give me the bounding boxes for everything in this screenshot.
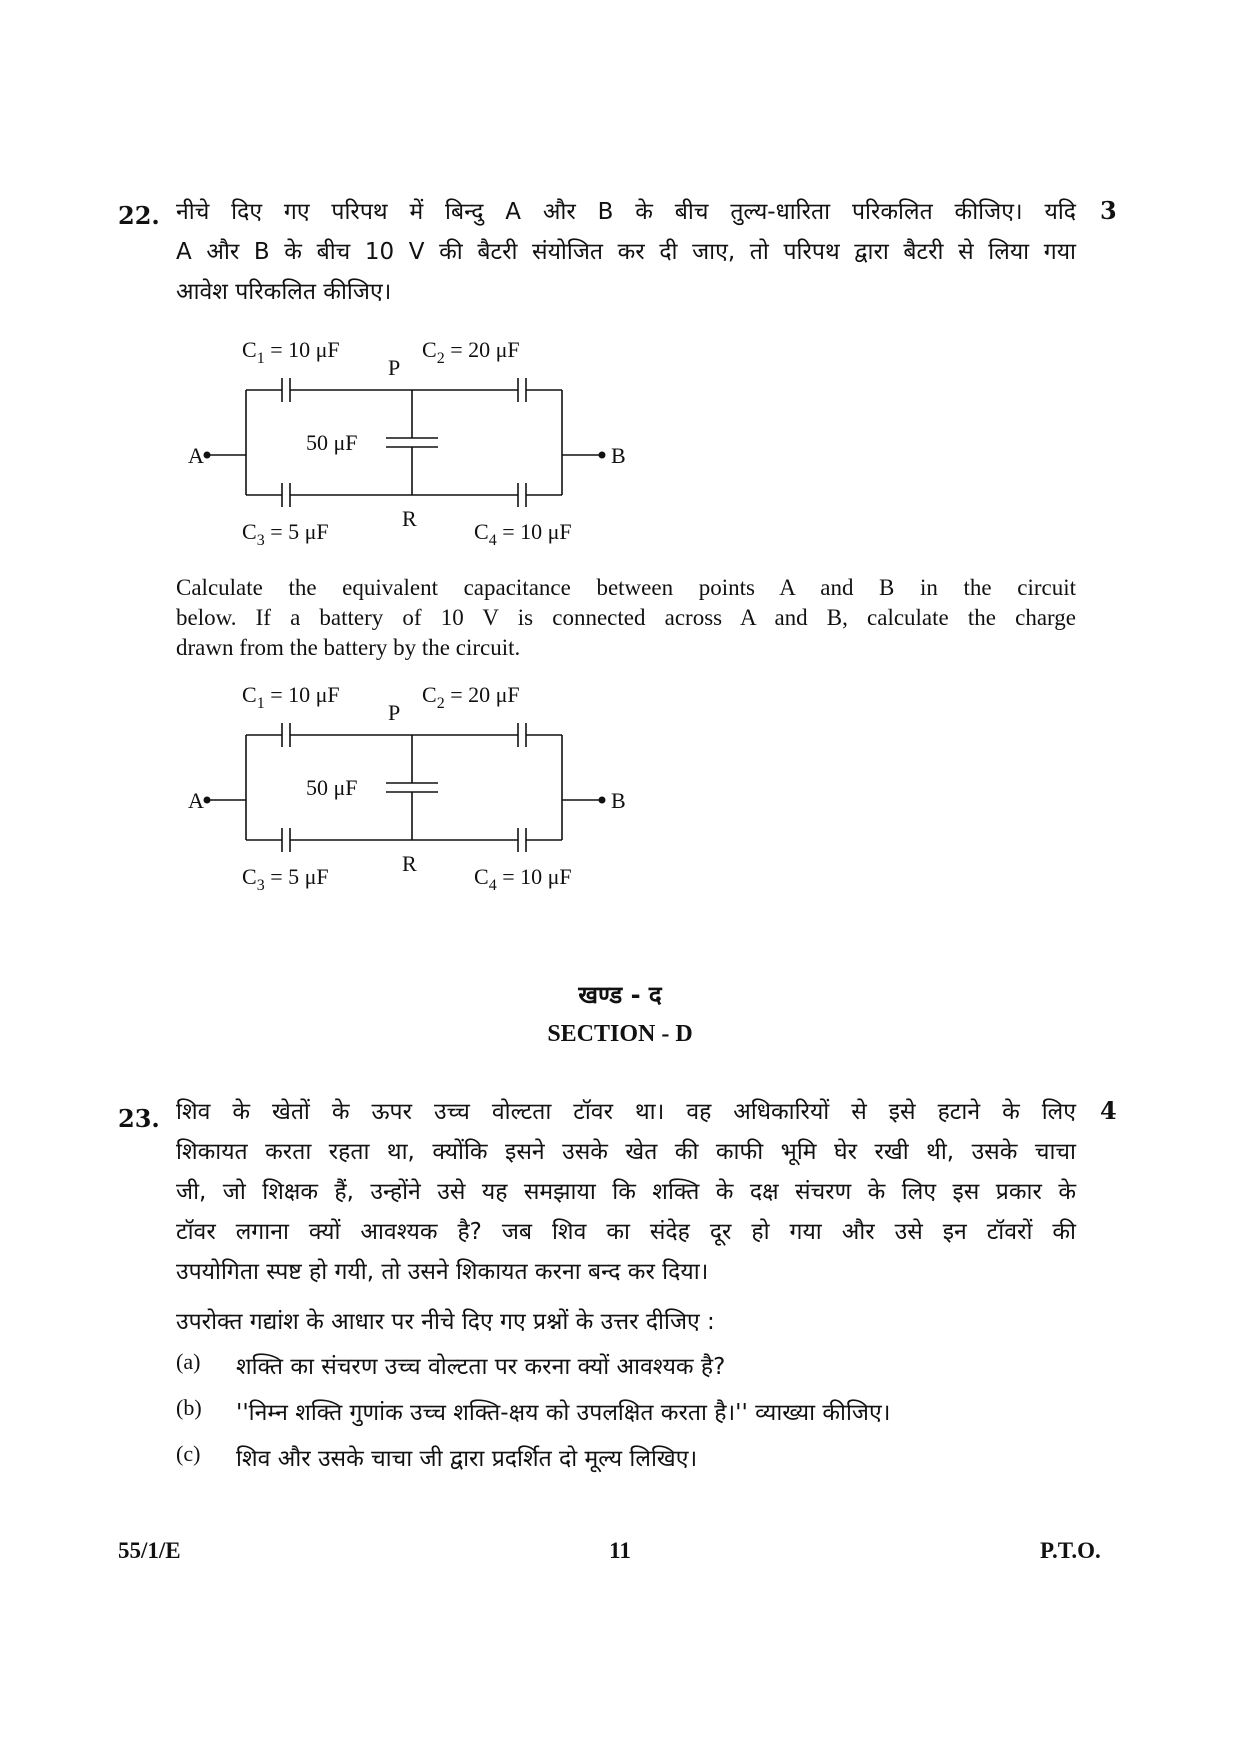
question-number-23: 23. — [118, 1104, 160, 1133]
question-22-english-line-2: below. If a battery of 10 V is connected across A and B, calculate the charge — [176, 605, 1076, 630]
question-23-line-2: शिकायत करता रहता था, क्योंकि इसने उसके खेत की काफी भूमि घेर रखी थी, उसके चाचा — [176, 1139, 1076, 1165]
question-23-instruction: उपरोक्त गद्यांश के आधार पर नीचे दिए गए प्रश्नों के उत्तर दीजिए : — [176, 1309, 715, 1335]
sub-question-text: ''निम्न शक्ति गुणांक उच्च शक्ति-क्षय को उपलक्षित करता है।'' व्याख्या कीजिए। — [236, 1400, 891, 1426]
circuit-diagram-hindi — [160, 330, 680, 555]
terminal-b-dot — [599, 452, 606, 459]
question-number-22: 22. — [118, 201, 160, 230]
section-heading-hindi: खण्ड - द — [578, 981, 662, 1009]
circuit-diagram-english — [160, 675, 680, 900]
sub-question-text: शिव और उसके चाचा जी द्वारा प्रदर्शित दो मूल्य लिखिए। — [236, 1446, 698, 1472]
label-node-a: A — [188, 443, 204, 468]
label-node-a: A — [188, 788, 204, 813]
label-c2: $C_2 = 20$ μF — [422, 682, 520, 712]
question-22-english-line-3: drawn from the battery by the circuit. — [176, 635, 521, 660]
question-22-hindi-line-3: आवेश परिकलित कीजिए। — [176, 279, 392, 305]
paper-code: 55/1/E — [118, 1538, 181, 1563]
section-heading-english: SECTION - D — [547, 1021, 693, 1047]
sub-question-text: शक्ति का संचरण उच्च वोल्टता पर करना क्यों आवश्यक है? — [236, 1354, 726, 1380]
question-23-passage — [176, 1092, 1076, 1292]
label-middle-capacitor: 50 μF — [306, 430, 358, 455]
question-22-english-line-1: Calculate the equivalent capacitance between points A and B in the circuit — [176, 575, 1076, 600]
label-c1: $C_1 = 10$ μF — [242, 682, 340, 712]
question-marks-23: 4 — [1100, 1096, 1117, 1125]
label-node-b: B — [611, 788, 626, 813]
label-node-p: P — [388, 355, 401, 380]
question-22-english — [176, 573, 1076, 663]
sub-question-a — [176, 1349, 1096, 1395]
label-node-r: R — [402, 506, 417, 531]
label-node-b: B — [611, 443, 626, 468]
sub-question-label: (a) — [176, 1349, 201, 1374]
question-22-hindi-line-1: नीचे दिए गए परिपथ में बिन्दु A और B के बीच तुल्य-धारिता परिकलित कीजिए। यदि — [176, 199, 1076, 225]
label-node-p: P — [388, 700, 401, 725]
sub-question-label: (c) — [176, 1441, 201, 1466]
label-c1: $C_1 = 10$ μF — [242, 337, 340, 367]
question-23-parts — [176, 1349, 1096, 1487]
label-c4: $C_4 = 10$ μF — [474, 519, 572, 549]
sub-question-label: (b) — [176, 1395, 202, 1420]
question-marks-22: 3 — [1100, 196, 1117, 225]
question-22-hindi-line-2: A और B के बीच 10 V की बैटरी संयोजित कर दी जाए, तो परिपथ द्वारा बैटरी से लिया गया — [176, 239, 1076, 265]
label-c2: $C_2 = 20$ μF — [422, 337, 520, 367]
please-turn-over: P.T.O. — [1040, 1538, 1101, 1563]
label-node-r: R — [402, 851, 417, 876]
sub-question-b — [176, 1395, 1096, 1441]
page-number: 11 — [609, 1538, 631, 1563]
label-c3: $C_3 = 5$ μF — [242, 864, 329, 894]
sub-question-c — [176, 1441, 1096, 1487]
question-22-hindi — [176, 192, 1076, 312]
label-c4: $C_4 = 10$ μF — [474, 864, 572, 894]
question-23-line-1: शिव के खेतों के ऊपर उच्च वोल्टता टॉवर था। वह अधिकारियों से इसे हटाने के लिए — [176, 1099, 1076, 1125]
terminal-b-dot — [599, 797, 606, 804]
question-23-line-3: जी, जो शिक्षक हैं, उन्होंने उसे यह समझाया कि शक्ति के दक्ष संचरण के लिए इस प्रकार के — [176, 1179, 1076, 1205]
label-middle-capacitor: 50 μF — [306, 775, 358, 800]
question-23-line-4: टॉवर लगाना क्यों आवश्यक है? जब शिव का संदेह दूर हो गया और उसे इन टॉवरों की — [176, 1219, 1076, 1245]
label-c3: $C_3 = 5$ μF — [242, 519, 329, 549]
question-23-line-5: उपयोगिता स्पष्ट हो गयी, तो उसने शिकायत करना बन्द कर दिया। — [176, 1259, 709, 1285]
